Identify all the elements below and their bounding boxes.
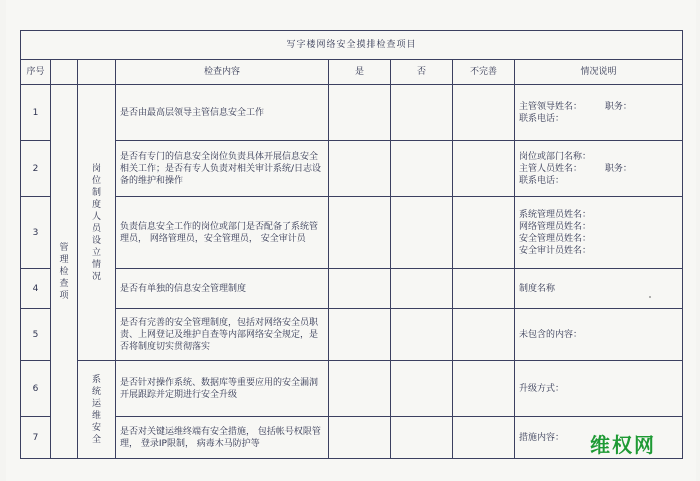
category-main-label: 管理检查项 bbox=[59, 242, 69, 301]
row-notes[interactable] bbox=[515, 361, 683, 417]
table-row bbox=[21, 85, 683, 141]
header-notes: 情况说明 bbox=[515, 60, 683, 85]
cell-incomplete[interactable] bbox=[453, 269, 515, 309]
note-line: 未包含的内容： bbox=[519, 329, 583, 340]
row-number: 1 bbox=[21, 85, 51, 141]
note-line: 岗位或部门名称： bbox=[519, 151, 592, 162]
cell-yes[interactable] bbox=[329, 417, 391, 459]
row-number: 2 bbox=[21, 141, 51, 197]
cell-no[interactable] bbox=[391, 309, 453, 361]
row-number: 5 bbox=[21, 309, 51, 361]
row-content: 是否对关键运维终端有安全措施， 包括帐号权限管理， 登录IP限制， 病毒木马防护等 bbox=[116, 417, 329, 459]
watermark: 维权网 bbox=[590, 433, 656, 457]
note-line: 联系电话： bbox=[519, 113, 565, 124]
cell-incomplete[interactable] bbox=[453, 309, 515, 361]
cell-incomplete[interactable] bbox=[453, 85, 515, 141]
note-line: 主管人员姓名： 职务： bbox=[519, 163, 632, 174]
header-index: 序号 bbox=[21, 60, 51, 85]
note-line: 措施内容： bbox=[519, 432, 565, 443]
table-row bbox=[21, 309, 683, 361]
table-row bbox=[21, 269, 683, 309]
scan-speck bbox=[649, 296, 651, 298]
inspection-table bbox=[20, 30, 683, 459]
cell-no[interactable] bbox=[391, 197, 453, 269]
row-content: 是否由最高层领导主管信息安全工作 bbox=[116, 85, 329, 141]
note-line: 制度名称 bbox=[519, 283, 556, 294]
cell-yes[interactable] bbox=[329, 197, 391, 269]
header-blank-1 bbox=[51, 60, 78, 85]
cell-yes[interactable] bbox=[329, 309, 391, 361]
category-sub2 bbox=[78, 361, 116, 459]
cell-no[interactable] bbox=[391, 361, 453, 417]
note-line: 系统管理员姓名： bbox=[519, 209, 592, 220]
header-yes: 是 bbox=[329, 60, 391, 85]
row-notes[interactable] bbox=[515, 309, 683, 361]
header-blank-2 bbox=[78, 60, 116, 85]
row-content: 负责信息安全工作的岗位或部门是否配备了系统管理员， 网络管理员，安全管理员， 安全审计员 bbox=[116, 197, 329, 269]
row-content: 是否有单独的信息安全管理制度 bbox=[116, 269, 329, 309]
table-row bbox=[21, 141, 683, 197]
row-content: 是否有完善的安全管理制度，包括对网络安全员职责、上网登记及维护自查等内部网络安全规定，是否将制度切实贯彻落实 bbox=[116, 309, 329, 361]
table-row bbox=[21, 361, 683, 417]
table-row bbox=[21, 417, 683, 459]
cell-incomplete[interactable] bbox=[453, 361, 515, 417]
row-number: 4 bbox=[21, 269, 51, 309]
row-content: 是否针对操作系统、数据库等重要应用的安全漏洞开展跟踪并定期进行安全升级 bbox=[116, 361, 329, 417]
document-sheet bbox=[6, 0, 696, 481]
category-main bbox=[51, 85, 78, 459]
row-number: 7 bbox=[21, 417, 51, 459]
row-notes[interactable] bbox=[515, 85, 683, 141]
header-content: 检查内容 bbox=[116, 60, 329, 85]
header-incomplete: 不完善 bbox=[453, 60, 515, 85]
row-notes[interactable] bbox=[515, 141, 683, 197]
cell-incomplete[interactable] bbox=[453, 417, 515, 459]
category-sub1-label: 岗位制度人员设立情况 bbox=[91, 163, 101, 282]
cell-no[interactable] bbox=[391, 417, 453, 459]
row-content: 是否有专门的信息安全岗位负责具体开展信息安全相关工作；是否有专人负责对相关审计系统/日志设备的维护和操作 bbox=[116, 141, 329, 197]
cell-incomplete[interactable] bbox=[453, 141, 515, 197]
header-row bbox=[21, 60, 683, 85]
row-notes[interactable] bbox=[515, 197, 683, 269]
category-sub2-label: 系统运维安全 bbox=[91, 374, 101, 445]
table-title: 写字楼网络安全摸排检查项目 bbox=[21, 31, 683, 60]
cell-no[interactable] bbox=[391, 85, 453, 141]
note-line: 安全审计员姓名： bbox=[519, 245, 592, 256]
note-line: 网络管理员姓名： bbox=[519, 221, 592, 232]
cell-yes[interactable] bbox=[329, 269, 391, 309]
header-no: 否 bbox=[391, 60, 453, 85]
category-sub1 bbox=[78, 85, 116, 361]
cell-yes[interactable] bbox=[329, 85, 391, 141]
note-line: 安全管理员姓名： bbox=[519, 233, 592, 244]
table-row bbox=[21, 197, 683, 269]
row-notes[interactable] bbox=[515, 269, 683, 309]
cell-incomplete[interactable] bbox=[453, 197, 515, 269]
note-line: 联系电话： bbox=[519, 175, 565, 186]
row-number: 3 bbox=[21, 197, 51, 269]
row-number: 6 bbox=[21, 361, 51, 417]
note-line: 升级方式： bbox=[519, 383, 565, 394]
cell-no[interactable] bbox=[391, 269, 453, 309]
note-line: 主管领导姓名： 职务： bbox=[519, 101, 632, 112]
cell-yes[interactable] bbox=[329, 141, 391, 197]
cell-yes[interactable] bbox=[329, 361, 391, 417]
cell-no[interactable] bbox=[391, 141, 453, 197]
